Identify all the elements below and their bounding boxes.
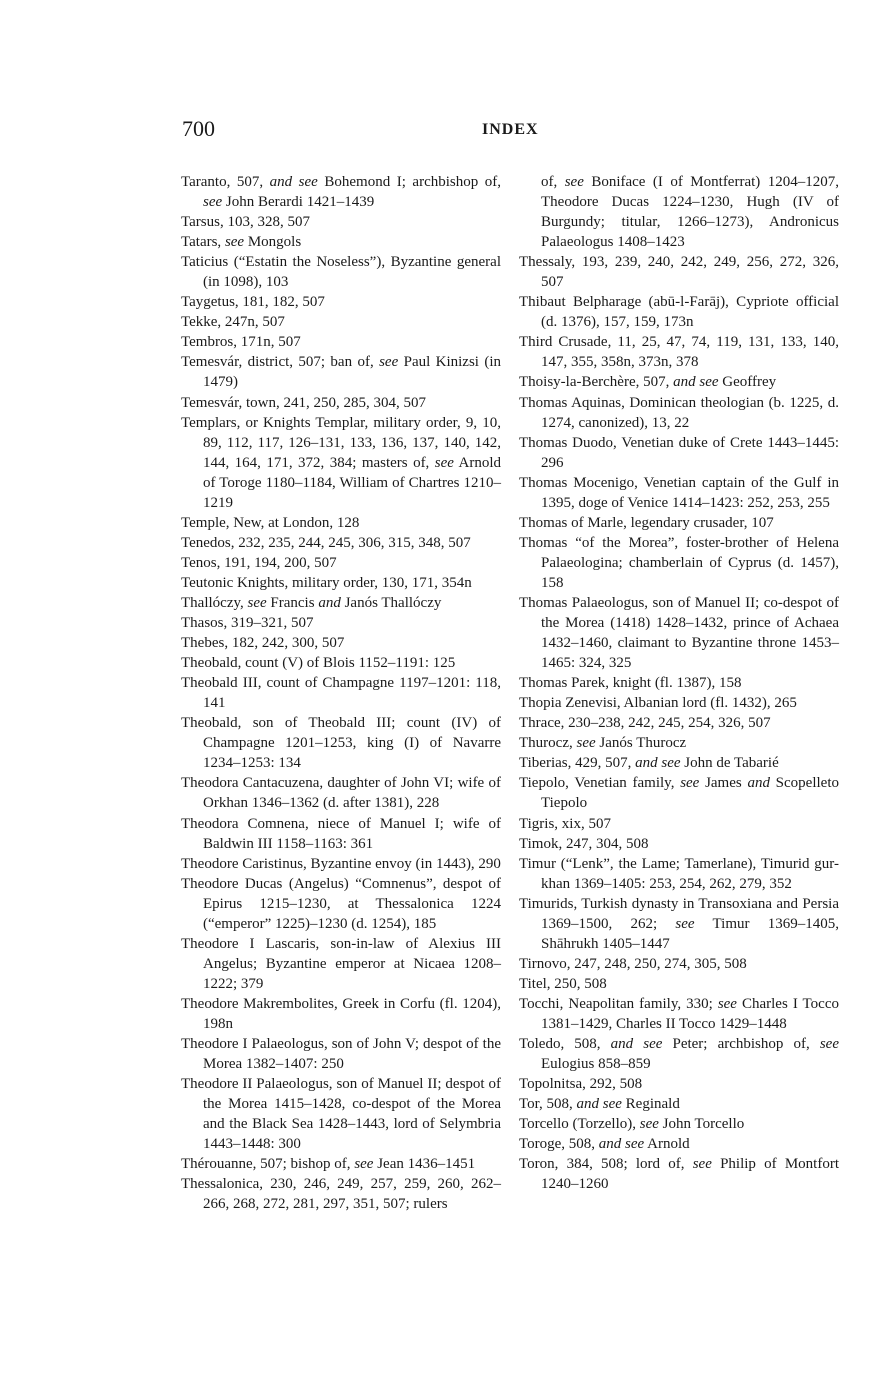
index-entry: Theodore Ducas (Angelus) “Comnenus”, despot of Epirus 1215–1230, at Thessalonica 1224 (“emperor” 1225)–1230 (d. 1254), 185 [181,875,501,932]
index-entry: Thessalonica, 230, 246, 249, 257, 259, 260, 262–266, 268, 272, 281, 297, 351, 507; rulers [181,1176,501,1213]
index-entry: Thomas “of the Morea”, foster-brother of Helena Palaeologina; chamberlain of Cyprus (d. 1457), 158 [519,534,839,591]
index-entry: Taygetus, 181, 182, 507 [181,294,325,311]
index-entry: Titel, 250, 508 [519,975,607,992]
index-entry: Thasos, 319–321, 507 [181,615,314,632]
index-entry: Timok, 247, 304, 508 [519,835,649,852]
index-entry: Temesvár, town, 241, 250, 285, 304, 507 [181,394,426,411]
page-number: 700 [182,116,215,141]
index-entry: Theodora Cantacuzena, daughter of John VI; wife of Orkhan 1346–1362 (d. after 1381), 228 [181,775,501,812]
index-entry: Tenedos, 232, 235, 244, 245, 306, 315, 348, 507 [181,534,471,551]
index-entry: Templars, or Knights Templar, military order, 9, 10, 89, 112, 117, 126–131, 133, 136, 137, 140, 142, 144, 164, 171, 372, 384; masters of, see Arnold of Toroge 1180–1184, William of Chartres 1210–1219 [181,414,502,511]
index-entry: Thérouanne, 507; bishop of, see Jean 1436–1451 [181,1156,476,1173]
index-entry: Thibaut Belpharage (abū-l-Farāj), Cypriote official (d. 1376), 157, 159, 173n [519,294,839,331]
index-entry: Tatars, see Mongols [181,234,302,251]
index-entry: Tekke, 247n, 507 [181,314,285,331]
index-entry: Toron, 384, 508; lord of, see Philip of Montfort 1240–1260 [519,1156,839,1193]
index-entry: Thomas Palaeologus, son of Manuel II; co-despot of the Morea (1418) 1428–1432, prince of Achaea 1432–1460, claimant to Byzantine throne 1453–1465: 324, 325 [519,594,839,672]
index-entry: Temesvár, district, 507; ban of, see Paul Kinizsi (in 1479) [181,354,502,391]
index-entry: Tenos, 191, 194, 200, 507 [181,554,337,571]
index-entry: Tembros, 171n, 507 [181,334,301,351]
index-entry: Tocchi, Neapolitan family, 330; see Charles I Tocco 1381–1429, Charles II Tocco 1429–1448 [519,995,839,1032]
index-entry: Teutonic Knights, military order, 130, 171, 354n [181,574,472,591]
index-entry: Timurids, Turkish dynasty in Transoxiana and Persia 1369–1500, 262; see Timur 1369–1405, Shāhrukh 1405–1447 [519,895,839,952]
index-entry: Thebes, 182, 242, 300, 507 [181,635,345,652]
index-entry: Topolnitsa, 292, 508 [519,1076,643,1093]
index-entry: Toroge, 508, and see Arnold [519,1136,690,1153]
index-entry: Temple, New, at London, 128 [181,514,360,531]
running-head: INDEX [482,121,539,138]
index-entry: Torcello (Torzello), see John Torcello [519,1116,745,1133]
index-entry: Tarsus, 103, 328, 507 [181,214,310,231]
index-entry: Theodore Makrembolites, Greek in Corfu (fl. 1204), 198n [181,995,501,1032]
index-column-left [181,172,501,1214]
index-entry: Timur (“Lenk”, the Lame; Tamerlane), Timurid gur-khan 1369–1405: 253, 254, 262, 279, 352 [519,855,839,892]
index-entry: Taticius (“Estatin the Noseless”), Byzantine general (in 1098), 103 [181,254,501,291]
index-entry: Thoisy-la-Berchère, 507, and see Geoffrey [519,374,777,391]
index-entry: Theobald, count (V) of Blois 1152–1191: 125 [181,655,456,672]
index-entry: Taranto, 507, and see Bohemond I; archbishop of, see John Berardi 1421–1439 [181,174,502,211]
index-entry: Third Crusade, 11, 25, 47, 74, 119, 131, 133, 140, 147, 355, 358n, 373n, 378 [519,334,839,371]
index-entry: Thopia Zenevisi, Albanian lord (fl. 1432), 265 [519,695,797,712]
index-entry: Toledo, 508, and see Peter; archbishop of, see Eulogius 858–859 [519,1036,839,1073]
index-entry: Tirnovo, 247, 248, 250, 274, 305, 508 [519,955,747,972]
index-entry: Tiepolo, Venetian family, see James and Scopelleto Tiepolo [519,775,839,812]
index-entry: Theodora Comnena, niece of Manuel I; wife of Baldwin III 1158–1163: 361 [181,815,501,852]
index-entry: Theobald, son of Theobald III; count (IV) of Champagne 1201–1253, king (I) of Navarre 1234–1253: 134 [181,715,501,772]
index-entry: Thomas Duodo, Venetian duke of Crete 1443–1445: 296 [519,434,839,471]
index-entry: Theodore I Lascaris, son-in-law of Alexius III Angelus; Byzantine emperor at Nicaea 1208–1222; 379 [181,935,501,992]
index-entry: Thessaly, 193, 239, 240, 242, 249, 256, 272, 326, 507 [519,254,839,291]
index-column-right [519,172,839,1194]
index-entry: Thallóczy, see Francis and Janós Thallóczy [181,594,442,611]
index-entry: of, see Boniface (I of Montferrat) 1204–1207, Theodore Ducas 1224–1230, Hugh (IV of Burgundy; titular, 1266–1273), Andronicus Palaeologus 1408–1423 [541,174,839,251]
index-entry: Tor, 508, and see Reginald [519,1096,680,1113]
index-entry: Theobald III, count of Champagne 1197–1201: 118, 141 [181,675,501,712]
index-entry: Thurocz, see Janós Thurocz [519,735,687,752]
index-entry: Thomas Parek, knight (fl. 1387), 158 [519,675,742,692]
index-entry: Tiberias, 429, 507, and see John de Tabarié [519,755,779,772]
index-entry: Theodore II Palaeologus, son of Manuel II; despot of the Morea 1415–1428, co-despot of the Morea and the Black Sea 1428–1443, lord of Selymbria 1443–1448: 300 [181,1076,501,1153]
index-entry: Tigris, xix, 507 [519,815,611,832]
index-entry: Theodore I Palaeologus, son of John V; despot of the Morea 1382–1407: 250 [181,1036,501,1073]
index-entry: Theodore Caristinus, Byzantine envoy (in 1443), 290 [181,855,501,872]
index-entry: Thomas Aquinas, Dominican theologian (b. 1225, d. 1274, canonized), 13, 22 [519,394,839,431]
index-entry: Thrace, 230–238, 242, 245, 254, 326, 507 [519,715,771,732]
index-entry: Thomas Mocenigo, Venetian captain of the Gulf in 1395, doge of Venice 1414–1423: 252, 253, 255 [519,474,839,511]
index-entry: Thomas of Marle, legendary crusader, 107 [519,514,774,531]
